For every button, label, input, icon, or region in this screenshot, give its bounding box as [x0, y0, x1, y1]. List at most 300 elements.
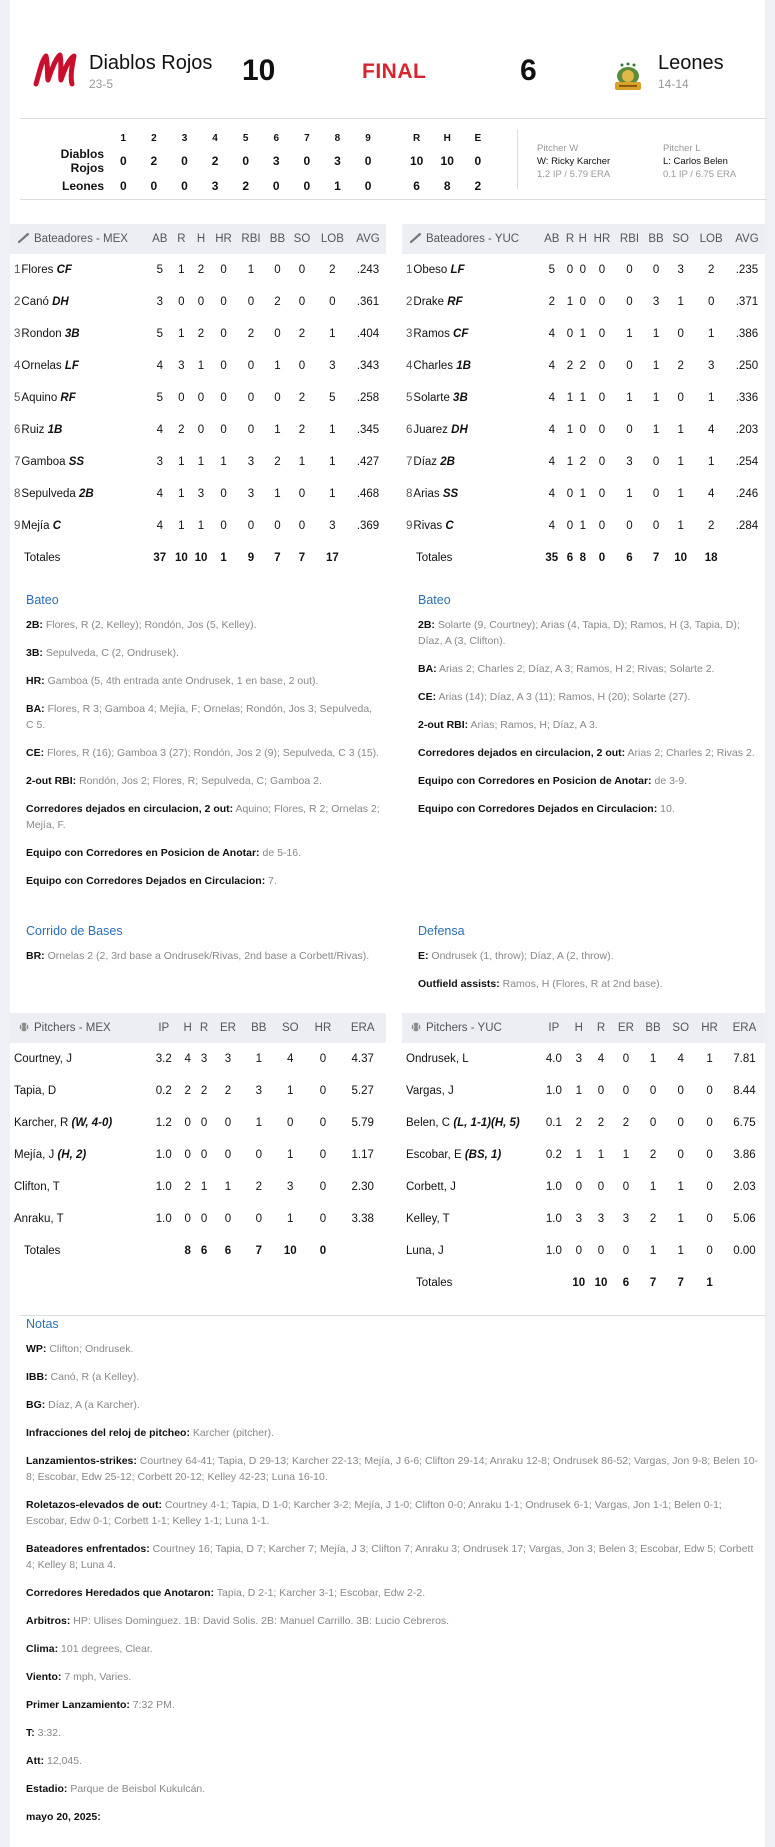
player-cell[interactable] — [10, 510, 148, 542]
note-value: Courtney 16; Tapia, D 7; Karcher 7; Mejía, J 3; Clifton 7; Anraku 3; Ondrusek 17; Vargas, Jon 3; Belen 3; Escobar, Edw 5; Corbett 4; Kelley 8; Luna 4. — [26, 1543, 754, 1571]
pitcher-cell[interactable] — [402, 1043, 540, 1075]
table-row — [402, 1075, 765, 1107]
player-name[interactable]: Arias — [413, 488, 440, 500]
linescore-team[interactable]: Leones — [61, 179, 104, 193]
totals-cell: 0 — [598, 552, 606, 564]
note-line — [26, 1541, 761, 1573]
table-header-row — [10, 224, 386, 254]
stat-cell: 0 — [598, 520, 606, 532]
note-key: HR: — [26, 675, 45, 687]
stat-cell: 3 — [622, 1213, 630, 1225]
player-cell[interactable] — [10, 286, 148, 318]
stat-cell: 1 — [707, 392, 715, 404]
column-header[interactable]: ER — [212, 1013, 243, 1043]
stat-cell: 0 — [626, 520, 633, 532]
pitcher-cell[interactable] — [402, 1075, 540, 1107]
linescore-cell: 2 — [211, 154, 219, 168]
stat-cell: 5 — [548, 264, 555, 276]
player-cell[interactable] — [402, 254, 540, 286]
stat-cell: 4 — [548, 456, 555, 468]
stat-cell: 1 — [626, 488, 633, 500]
table-row — [402, 1171, 765, 1203]
totals-label: Totales — [24, 1245, 61, 1257]
player-position: DH — [451, 424, 468, 436]
totals-cell: 35 — [545, 552, 559, 564]
table-row — [10, 1043, 386, 1075]
stat-cell: 3 — [329, 520, 336, 532]
losing-pitcher-name[interactable]: L: Carlos Belen — [663, 156, 728, 167]
losing-pitcher-title: Pitcher L — [663, 143, 701, 154]
column-header[interactable]: HR — [589, 224, 615, 254]
note-value: Flores, R (2, Kelley); Rondón, Jos (5, Kelley). — [45, 619, 257, 631]
player-name[interactable]: Aquino — [21, 392, 58, 404]
note-line — [26, 873, 381, 889]
note-line — [26, 645, 381, 661]
column-header[interactable]: BB — [244, 1013, 274, 1043]
stat-cell: .254 — [735, 456, 759, 468]
stat-cell: 0 — [220, 328, 227, 340]
player-name[interactable]: Charles — [413, 360, 454, 372]
column-header[interactable]: AVG — [350, 224, 386, 254]
stat-cell: 0 — [622, 1181, 630, 1193]
stat-cell: 5 — [156, 392, 163, 404]
stat-cell: 4 — [548, 424, 555, 436]
stat-cell: 1 — [224, 1181, 232, 1193]
pitcher-decision: (H, 2) — [57, 1149, 87, 1161]
table-title — [402, 1013, 540, 1043]
player-cell[interactable] — [402, 510, 540, 542]
column-header[interactable]: HR — [307, 1013, 340, 1043]
player-cell[interactable] — [10, 446, 148, 478]
player-name[interactable]: Solarte — [413, 392, 450, 404]
stat-cell: 0 — [677, 1117, 684, 1129]
player-cell[interactable] — [402, 286, 540, 318]
batting-order: 1 — [14, 264, 21, 276]
batting-table-yuc — [402, 224, 765, 574]
linescore-cell: 2 — [150, 154, 158, 168]
stat-cell: 0 — [677, 328, 684, 340]
totals-row — [10, 1235, 386, 1267]
note-key: 2B: — [418, 619, 435, 631]
column-header[interactable]: BB — [644, 224, 668, 254]
pitcher-cell[interactable] — [10, 1203, 148, 1235]
stat-cell: 1.0 — [545, 1213, 562, 1225]
stat-cell: 0 — [220, 296, 227, 308]
player-cell[interactable] — [402, 446, 540, 478]
note-value: 101 degrees, Clear. — [61, 1643, 153, 1655]
home-team[interactable] — [658, 52, 724, 91]
note-key: T: — [26, 1727, 35, 1739]
player-name[interactable]: Ornelas — [21, 360, 62, 372]
note-line — [26, 1397, 761, 1413]
column-header[interactable]: SO — [666, 1013, 695, 1043]
stat-cell: 1 — [255, 1117, 262, 1129]
note-line — [26, 948, 381, 964]
stat-cell: .284 — [735, 520, 759, 532]
column-header[interactable]: R — [172, 224, 192, 254]
stat-cell: 2 — [575, 1117, 582, 1129]
totals-row — [402, 542, 765, 574]
player-position: SS — [442, 488, 459, 500]
pitcher-cell[interactable] — [402, 1235, 540, 1267]
stat-cell: 0 — [626, 424, 633, 436]
player-name[interactable]: Ruiz — [21, 424, 45, 436]
stat-cell: 2.30 — [351, 1181, 374, 1193]
pitcher-cell[interactable] — [10, 1107, 148, 1139]
column-header[interactable]: RBI — [236, 224, 265, 254]
column-header[interactable]: RBI — [615, 224, 645, 254]
note-key: 3B: — [26, 647, 43, 659]
pitcher-decision: (L, 1-1)(H, 5) — [453, 1117, 520, 1129]
column-header[interactable]: AB — [540, 224, 564, 254]
column-header[interactable]: BB — [640, 1013, 667, 1043]
stat-cell: 8.44 — [733, 1085, 756, 1097]
pitcher-decision: (W, 4-0) — [71, 1117, 113, 1129]
column-header[interactable]: AB — [148, 224, 172, 254]
player-name[interactable]: Mejía — [21, 520, 50, 532]
totals-cell: 6 — [566, 552, 574, 564]
notes-yuc-defensa — [418, 923, 763, 1004]
stat-cell: 4 — [548, 328, 555, 340]
table-row — [10, 350, 386, 382]
note-key: BR: — [26, 950, 45, 962]
stat-cell: 2 — [274, 456, 281, 468]
stat-cell: .427 — [356, 456, 380, 468]
note-value: Ramos, H (Flores, R at 2nd base). — [502, 978, 663, 990]
stat-cell: 1 — [649, 1053, 657, 1065]
stat-cell: 1 — [220, 456, 227, 468]
stat-cell: 0 — [597, 1245, 605, 1257]
note-line — [26, 1341, 761, 1357]
totals-cell: 7 — [677, 1277, 684, 1289]
player-name[interactable]: Drake — [413, 296, 445, 308]
stat-cell: 3 — [575, 1053, 582, 1065]
notas-section — [26, 1316, 761, 1837]
stat-cell: 0 — [197, 392, 205, 404]
totals-label: Totales — [24, 552, 61, 564]
pitcher-name[interactable]: Belen, C — [406, 1117, 451, 1129]
note-key: BA: — [418, 663, 437, 675]
stat-cell: 2 — [649, 1149, 657, 1161]
pitcher-name[interactable]: Mejía, J — [14, 1149, 55, 1161]
stat-cell: 0 — [220, 520, 227, 532]
pitcher-name[interactable]: Kelley, T — [406, 1213, 450, 1225]
batting-order: 3 — [14, 328, 21, 340]
stat-cell: 5 — [156, 328, 163, 340]
pitcher-name[interactable]: Escobar, E — [406, 1149, 462, 1161]
column-header[interactable]: IP — [148, 1013, 180, 1043]
leones-logo[interactable] — [608, 54, 648, 94]
stat-cell: 1 — [626, 328, 633, 340]
player-position: LF — [64, 360, 79, 372]
player-cell[interactable] — [10, 414, 148, 446]
batting-order: 4 — [14, 360, 21, 372]
pitcher-name[interactable]: Courtney, J — [14, 1053, 72, 1065]
stat-cell: 0 — [247, 520, 255, 532]
batting-order: 6 — [406, 424, 413, 436]
linescore-runs: 10 — [409, 154, 424, 168]
column-header[interactable]: LOB — [315, 224, 350, 254]
section-heading: Defensa — [418, 924, 465, 938]
stat-cell: 0 — [598, 296, 606, 308]
stat-cell: 1 — [247, 264, 255, 276]
note-line — [26, 617, 381, 633]
player-position: CF — [453, 328, 469, 340]
winning-pitcher-title: Pitcher W — [537, 143, 579, 154]
stat-cell: .246 — [735, 488, 759, 500]
column-header[interactable]: ERA — [724, 1013, 765, 1043]
stat-cell: 2 — [649, 1213, 657, 1225]
pitcher-cell[interactable] — [10, 1171, 148, 1203]
player-name[interactable]: Díaz — [413, 456, 438, 468]
stat-cell: 1 — [178, 328, 185, 340]
note-key: Equipo con Corredores en Posicion de Anotar: — [418, 775, 652, 787]
note-line — [26, 1613, 761, 1629]
column-header[interactable]: HR — [211, 224, 237, 254]
player-cell[interactable] — [10, 382, 148, 414]
stat-cell: 2 — [224, 1085, 232, 1097]
player-cell[interactable] — [10, 254, 148, 286]
stat-cell: 3.38 — [351, 1213, 374, 1225]
totals-row — [10, 542, 386, 574]
stat-cell: 1 — [197, 520, 205, 532]
column-header[interactable]: H — [191, 224, 211, 254]
stat-cell: .386 — [735, 328, 759, 340]
stat-cell: 2 — [197, 328, 205, 340]
column-header[interactable]: R — [590, 1013, 612, 1043]
totals-cell: 18 — [704, 552, 718, 564]
stat-cell: 0 — [626, 264, 633, 276]
away-team-name[interactable]: Diablos Rojos — [89, 52, 213, 74]
pitcher-name[interactable]: Ondrusek, L — [406, 1053, 469, 1065]
linescore-cell: 0 — [150, 179, 158, 193]
stat-cell: .336 — [735, 392, 759, 404]
note-key: Viento: — [26, 1671, 62, 1683]
player-cell[interactable] — [10, 478, 148, 510]
stat-cell: .243 — [356, 264, 380, 276]
stat-cell: 1 — [197, 456, 205, 468]
inning-3: 3 — [181, 132, 188, 144]
diablos-rojos-logo[interactable] — [32, 50, 78, 90]
column-header[interactable]: BB — [266, 224, 290, 254]
stat-cell: 2.03 — [733, 1181, 756, 1193]
linescore-table — [28, 129, 493, 197]
table-row — [10, 510, 386, 542]
table-row — [402, 286, 765, 318]
note-line — [26, 701, 381, 733]
note-value: 10. — [660, 803, 675, 815]
stat-cell: 1 — [677, 456, 684, 468]
column-header[interactable]: H — [568, 1013, 590, 1043]
stat-cell: 5 — [156, 264, 163, 276]
stat-cell: 1 — [329, 456, 336, 468]
column-header[interactable]: HR — [695, 1013, 724, 1043]
pitcher-cell[interactable] — [402, 1171, 540, 1203]
column-header[interactable]: H — [180, 1013, 196, 1043]
note-value: Aquino; Flores, R 2; Ornelas 2; Mejía, F. — [26, 803, 380, 831]
stat-cell: 0 — [298, 488, 306, 500]
totals-cell: 6 — [200, 1245, 208, 1257]
stat-cell: 2 — [298, 392, 306, 404]
stat-cell: 0 — [329, 296, 336, 308]
totals-cell: 0 — [319, 1245, 327, 1257]
pitcher-cell[interactable] — [402, 1203, 540, 1235]
note-key: Lanzamientos-strikes: — [26, 1455, 137, 1467]
column-header[interactable]: IP — [540, 1013, 568, 1043]
column-header[interactable]: LOB — [693, 224, 728, 254]
stat-cell: 1 — [652, 424, 660, 436]
column-header[interactable]: ER — [612, 1013, 640, 1043]
note-value: 7 mph, Varies. — [64, 1671, 132, 1683]
pitcher-name[interactable]: Corbett, J — [406, 1181, 456, 1193]
pitcher-name[interactable]: Karcher, R — [14, 1117, 69, 1129]
stat-cell: 1 — [677, 1245, 684, 1257]
player-name[interactable]: Rivas — [413, 520, 443, 532]
column-header[interactable]: R — [564, 224, 577, 254]
pitcher-cell[interactable] — [10, 1139, 148, 1171]
player-cell[interactable] — [10, 350, 148, 382]
pitcher-name[interactable]: Tapia, D — [14, 1085, 57, 1097]
stat-cell: 0 — [200, 1213, 208, 1225]
pitcher-cell[interactable] — [10, 1075, 148, 1107]
column-header[interactable]: ERA — [339, 1013, 386, 1043]
stat-cell: 1.0 — [545, 1181, 562, 1193]
player-cell[interactable] — [402, 478, 540, 510]
player-cell[interactable] — [402, 414, 540, 446]
stat-cell: 0 — [220, 264, 227, 276]
player-position: DH — [52, 296, 69, 308]
table-title-text: Bateadores - MEX — [34, 233, 128, 245]
stat-cell: 2 — [707, 520, 715, 532]
stat-cell: 3 — [329, 360, 336, 372]
home-team-record: 14-14 — [658, 77, 689, 91]
stat-cell: 1 — [329, 424, 336, 436]
note-line — [26, 745, 381, 761]
player-name[interactable]: Obeso — [413, 264, 448, 276]
stat-cell: 0 — [597, 1085, 605, 1097]
stat-cell: 2 — [200, 1085, 208, 1097]
stat-cell: 0 — [566, 328, 574, 340]
totals-cell: 9 — [247, 552, 255, 564]
totals-cell — [540, 1267, 568, 1299]
player-name[interactable]: Ramos — [413, 328, 450, 340]
stat-cell: 2 — [579, 456, 586, 468]
note-key: Equipo con Corredores Dejados en Circulacion: — [418, 803, 658, 815]
table-row — [10, 1171, 386, 1203]
stat-cell: 1 — [649, 1245, 657, 1257]
linescore-runs: 6 — [413, 179, 420, 193]
stat-cell: 0 — [706, 1245, 713, 1257]
stat-cell: 3.2 — [155, 1053, 172, 1065]
totals-cell: 17 — [325, 552, 339, 564]
column-header[interactable]: AVG — [729, 224, 765, 254]
home-score: 6 — [520, 54, 537, 87]
table-row — [10, 286, 386, 318]
stat-cell: 3 — [652, 296, 660, 308]
player-cell[interactable] — [402, 382, 540, 414]
player-name[interactable]: Rondon — [21, 328, 62, 340]
pitcher-cell[interactable] — [10, 1043, 148, 1075]
column-header[interactable]: SO — [668, 224, 694, 254]
stat-cell: 0 — [220, 488, 227, 500]
stat-cell: 4 — [156, 424, 163, 436]
column-header[interactable]: R — [196, 1013, 212, 1043]
section-heading: Corrido de Bases — [26, 924, 123, 938]
pitcher-cell[interactable] — [402, 1139, 540, 1171]
stat-cell: 2 — [298, 328, 306, 340]
column-header[interactable]: SO — [274, 1013, 307, 1043]
stat-cell: 0 — [597, 1181, 605, 1193]
pitcher-name[interactable]: Vargas, J — [406, 1085, 454, 1097]
stat-cell: 0 — [274, 328, 281, 340]
player-cell[interactable] — [402, 350, 540, 382]
player-name[interactable]: Gamboa — [21, 456, 66, 468]
stat-cell: 0 — [575, 1181, 582, 1193]
pitcher-name[interactable]: Anraku, T — [14, 1213, 64, 1225]
player-cell[interactable] — [402, 318, 540, 350]
pitcher-cell[interactable] — [402, 1107, 540, 1139]
note-value: Clifton; Ondrusek. — [49, 1343, 134, 1355]
table-title — [10, 1013, 148, 1043]
stat-cell: 0 — [220, 392, 227, 404]
stat-cell: 2 — [184, 1085, 191, 1097]
column-header[interactable]: SO — [289, 224, 315, 254]
stat-cell: 0 — [626, 360, 633, 372]
table-row — [402, 318, 765, 350]
stat-cell: 2 — [298, 424, 306, 436]
linescore-cell: 0 — [181, 154, 188, 168]
stat-cell: 2 — [247, 328, 255, 340]
home-team-name[interactable]: Leones — [658, 52, 724, 74]
stat-cell: 1 — [622, 1149, 630, 1161]
note-line — [26, 845, 381, 861]
player-name[interactable]: Sepulveda — [21, 488, 76, 500]
linescore-team[interactable]: Diablos Rojos — [60, 147, 104, 175]
stat-cell: 0 — [197, 424, 205, 436]
player-name[interactable]: Flores — [21, 264, 54, 276]
table-title — [402, 224, 540, 254]
linescore-cell: 0 — [119, 154, 127, 168]
totals-cell: 8 — [184, 1245, 191, 1257]
stat-cell: 0 — [200, 1149, 208, 1161]
note-key: Primer Lanzamiento: — [26, 1699, 130, 1711]
stat-cell: 1.0 — [545, 1085, 562, 1097]
linescore-cell: 0 — [119, 179, 127, 193]
table-title-text: Pitchers - YUC — [426, 1022, 502, 1034]
column-header[interactable]: H — [576, 224, 589, 254]
winning-pitcher-name[interactable]: W: Ricky Karcher — [537, 156, 611, 167]
stat-cell: 3 — [178, 360, 185, 372]
away-team[interactable] — [89, 52, 212, 91]
stat-cell: 1 — [579, 520, 586, 532]
linescore-cell: 3 — [334, 154, 341, 168]
pitcher-name[interactable]: Luna, J — [406, 1245, 444, 1257]
linescore — [20, 118, 767, 200]
totals-label: Totales — [416, 1277, 453, 1289]
linescore-cell: 1 — [334, 179, 341, 193]
stat-cell: 1 — [566, 424, 574, 436]
player-name[interactable]: Juarez — [413, 424, 448, 436]
note-value: Arias (14); Díaz, A 3 (11); Ramos, H (20); Solarte (27). — [438, 691, 691, 703]
player-cell[interactable] — [10, 318, 148, 350]
linescore-hits: 10 — [440, 154, 454, 168]
stat-cell: 0 — [197, 296, 205, 308]
player-name[interactable]: Canó — [21, 296, 49, 308]
pitcher-name[interactable]: Clifton, T — [14, 1181, 60, 1193]
note-line — [418, 948, 763, 964]
note-value: Díaz, A (a Karcher). — [48, 1399, 140, 1411]
stat-cell: 1 — [575, 1149, 582, 1161]
